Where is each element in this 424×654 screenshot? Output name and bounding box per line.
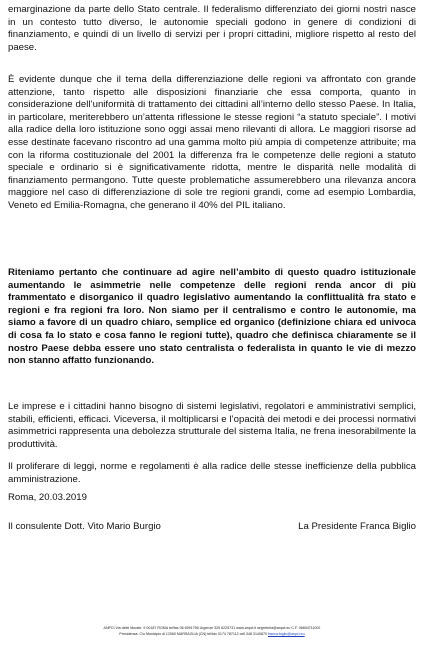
paragraph-conclusion-bold: Riteniamo pertanto che continuare ad agire nell’ambito di questo quadro istituzionale aumentando le asimmetrie nelle competenze delle regioni renda ancor di più frammentato e disorganico il quadro legislativo aumentando la conflittualità fra stato e regioni e fra regioni fra loro. Non siamo per il centralismo e contro le autonomie, ma siamo a favore di un quadro chiaro, semplice ed organico (definizione chiara ed univoca di cosa fa lo stato e cosa fanno le regioni tutte), quadro che definisca chiaramente se il nostro Paese debba essere uno stato centralista o federalista in quanto le vie di mezzo non stanno affatto funzionando. — [8, 267, 416, 367]
signature-consultant: Il consulente Dott. Vito Mario Burgio — [8, 521, 161, 532]
footer-presidency-line — [0, 632, 424, 637]
footer-email-link[interactable]: franca.biglio@anpci.eu — [267, 632, 305, 636]
place-date: Roma, 20.03.2019 — [8, 492, 87, 503]
footer-address-line: ANPCI Via delle Murate, 9 00187 ROMA tel/fax 06 6991756 Urgenze 329 6225731 www.anpci.it segreteria@anpci.eu C.F. 06894711002 — [103, 626, 321, 630]
paragraph-proliferation: Il proliferare di leggi, norme e regolamenti è alla radice delle stesse inefficienze della pubblica amministrazione. — [8, 461, 416, 485]
paragraph-intro: emarginazione da parte dello Stato centrale. Il federalismo differenziato dei giorni nostri nasce in un contesto tutto diverso, le autonomie speciali godono in genere di condizioni di finanziamento, e quindi di un livello di servizi per i propri cittadini, migliore rispetto al resto del paese. — [8, 4, 416, 53]
paragraph-differentiation: È evidente dunque che il tema della differenziazione delle regioni va affrontato con grande attenzione, tanto rispetto alle disposizioni finanziarie che essa comporta, quanto in considerazione dell’uniformità di trattamento dei cittadini all’interno dello stesso Paese. In Italia, in particolare, meriterebbero un’attenta riflessione le stesse regioni “a statuto speciale”. I motivi alla radice della loro istituzione sono oggi assai meno rilevanti di allora. Le maggiori risorse ad esse destinate facevano riscontro ad una gamma molto più ampia di competenze attribuite; ma con la riforma costituzionale del 2001 la differenza fra le competenze delle regioni a statuto speciale e ordinario si è significativamente ridotta, mentre le disparità nelle modalità di finanziamento permangono. Tutte queste problematiche assumerebbero una rilevanza ancora maggiore nel caso di differenziazione di sole tre regioni grandi, come ad esempio Lombardia, Veneto ed Emilia-Romagna, che generano il 40% del PIL italiano. — [8, 74, 416, 211]
footer-presidency-text: Presidenza: C/o Municipio di 12060 MARSAGLIA (CN) tel/fax 0174 787112 cell 348 3140870 — [119, 632, 267, 636]
signature-president: La Presidente Franca Biglio — [298, 521, 416, 532]
paragraph-businesses: Le imprese e i cittadini hanno bisogno di sistemi legislativi, regolatori e amministrativi semplici, stabili, efficienti, efficaci. Viceversa, il moltiplicarsi e l’opacità dei metodi e dei processi normativi asimmetrici rappresenta una debolezza strutturale del sistema Italia, ne frena inesorabilmente la produttività. — [8, 401, 416, 450]
